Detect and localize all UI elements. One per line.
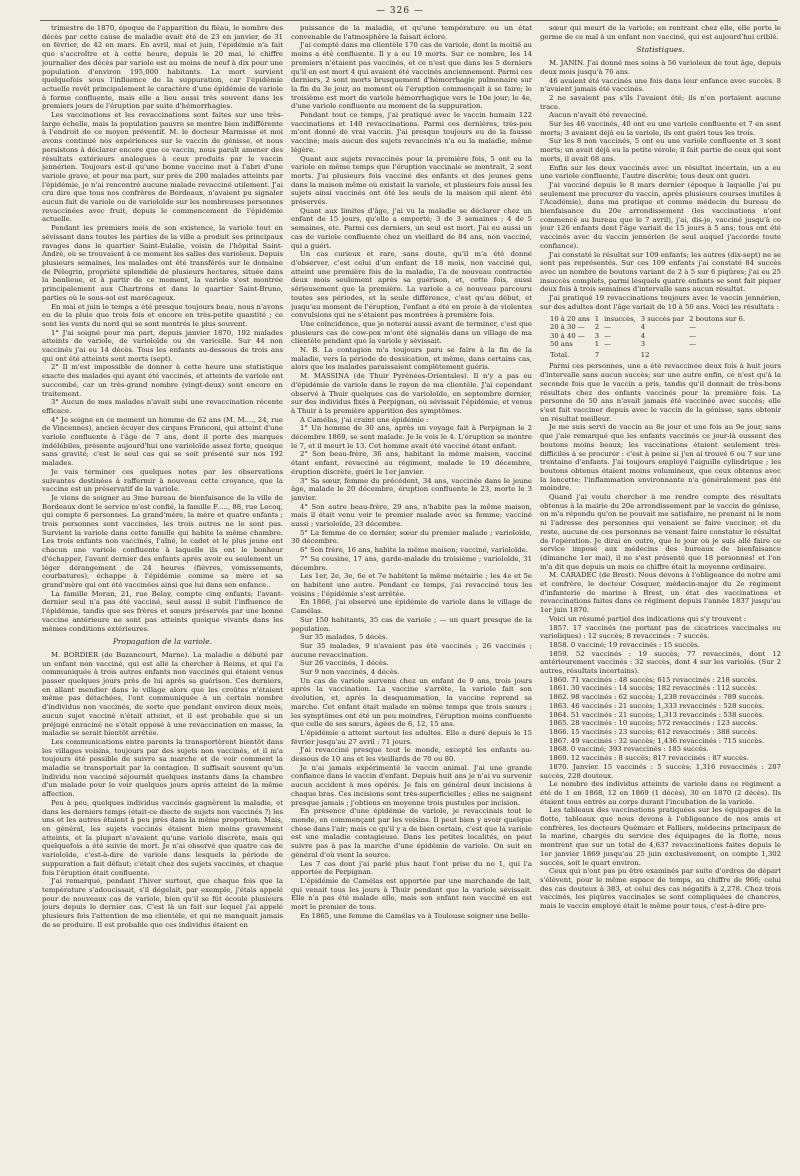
- table-cell: 4: [640, 323, 646, 332]
- paragraph: 2° Son beau-frère, 36 ans, habitant la même maison, vacciné étant enfant, revacciné au régiment, malade le 19 décembre, éruption discrète, guéri le 1er janvier.: [291, 450, 532, 476]
- paragraph: En présence d'une épidémie de variole, je revaccinais tout le monde, en commençant par les voisins. Il peut bien y avoir quelque chose dans l'air; mais ce qu'il y a de bien certain, c'est que la variole est une maladie contagieuse. Dans les petites localités, on peut suivre pas à pas la marche d'une épidémie de variole. On suit en général d'où vient la source.: [291, 807, 532, 859]
- table-total-row: [550, 349, 750, 360]
- paragraph: Peu à peu, quelques individus vaccinés gagnèrent la maladie, et dans les derniers temps (était-ce diecte de sujets non vaccinés ?) les uns et les autres étaient à peu près dans la même proportion. Mais, en général, les sujets vaccinés étaient bien moins gravement atteints, et la plupart n'avaient qu'une variole discrète, mais qui quelquefois a été suivie de mort. Je n'ai observé que quatre cas de varioloïde, c'est-à-dire de variole dans lesquels la période de suppuration a fait défaut; c'était chez des sujets vaccinés, et chaque fois l'éruption était confluente.: [42, 798, 283, 877]
- paragraph: Le nombre des individus atteints de variole dans ce régiment a été de 1 en 1868, 12 en 1869 (1 décès), 30 en 1870 (2 décès). Ils étaient tous entrés au corps durant l'incubation de la variole.: [540, 780, 781, 806]
- paragraph: 1863. 46 vaccinés : 21 succès; 1,333 revaccinés : 528 succès.: [549, 701, 765, 710]
- paragraph: 1860. 71 vaccinés : 48 succès; 615 revaccinés : 218 succès.: [549, 675, 758, 684]
- column-3-body: [540, 24, 781, 41]
- paragraph: Les tableaux des vaccinations pratiquées sur les équipages de la flotte, tableaux que nous devons à l'obligeance de nos amis et confrères, les docteurs Quémarc et Falliers, médecins principaux de la marine, chargés du service des équipages de la flotte, nous montrent que sur un total de 4,637 revaccinations faites depuis le 1er janvier 1869 jusqu'au 25 juin exclusivement, on compte 1,302 succès, soit le quart environ.: [540, 806, 781, 867]
- paragraph: Je n'ai jamais expérimenté le vaccin animal. J'ai une grande confiance dans le vaccin d'enfant. Depuis huit ans je n'ai vu survenir aucun accident à mes opérés. Je fais en général deux incisions à chaque bras. Ces incisions sont très-superficielles ; elles ne saignent presque jamais ; j'obtiens en moyenne trois pustules par incision.: [291, 763, 532, 807]
- paragraph: 1° J'ai soigné pour ma part, depuis janvier 1870, 192 malades atteints de variole, de varioloïde ou de varicelle. Sur 44 non vaccinés j'ai eu 14 décès. Tous les enfants au-dessous de trois ans qui ont été atteints sont morts (sept).: [42, 328, 283, 363]
- paragraph: trimestre de 1870, époque de l'apparition du fléau, le nombre des décès par cette cause de maladie avait été de 23 en janvier, de 31 en février, de 42 en mars. En avril, mai et juin, l'épidémie n'a fait que s'accroître et à cette heure, depuis le 20 mai, le chiffre journalier des décès par variole est au moins de neuf à dix pour une population d'environ 195,000 habitants. La mort survient quelquefois sous l'influence de la suppuration, car l'épidémie actuelle revêt principalement le caractère d'une épidémie de variole à forme confluente, mais elle a lieu aussi très souvent dans les premiers jours de l'éruption par suite d'hémorrhagies.: [42, 24, 283, 111]
- section-heading-statistiques: Statistiques.: [636, 45, 685, 55]
- paragraph: Je me suis servi de vaccin au 8e jour et une fois au 9e jour, sans que j'aie remarqué que les enfants vaccinés ce jour-là eussent des boutons moins beaux; les vaccinations étaient seulement très-difficiles à se procurer : c'est à peine si j'en ai trouvé 6 ou 7 sur une trentaine d'enfants. J'ai toujours employé l'aiguille cylindrique ; les boutons obtenus étaient moins volumineux, que ceux obtenus avec la lancette; l'inflammation environnante n'a généralement pas été moindre.: [540, 423, 781, 493]
- page-number: — 326 —: [376, 6, 424, 16]
- paragraph: Sur 9 non vaccinés, 4 décès.: [300, 668, 400, 677]
- paragraph: Les communications entre parents la transportèrent bientôt dans les villages voisins, toujours par des sujets non vaccinés, et il m'a toujours été possible de suivre sa marche et de voir comment la maladie se transportait par la contagion. Il suffisait souvent qu'un individu non vacciné séjournât quelques instants dans la chambre d'un malade pour le voir quelques jours après atteint de la même affection.: [42, 737, 283, 799]
- table-cell: 12: [640, 350, 650, 359]
- paragraph: 2° Il m'est impossible de donner à cette heure une statistique exacte des malades qui ayant été vaccinés, et atteints de variole ont succombé, car un très-grand nombre (vingt-deux) sont encore en traitement.: [42, 363, 283, 398]
- paragraph: 4° Je soigne en ce moment un homme de 62 ans (M. M...., 24, rue de Vincennes), ancien écuyer des cirques Franconi, qui atteint d'une variole confluente à l'âge de 7 ans, dont il porte des marques indélébiles, présente aujourd'hui une varioloïde assez forte, quoique sans gravité; c'est le seul cas qui se soit présenté sur nos 192 malades.: [42, 415, 283, 468]
- paragraph: Quand j'ai voulu chercher à me rendre compte des résultats obtenus à la mairie du 20e arrondissement par le vaccin de génisse, on m'a répondu qu'on ne pouvait me satisfaire, ne prenant ni le nom ni l'adresse des personnes qui venaient se faire vacciner, et du reste, aucune de ces personnes ne venant faire constater le résultat de l'opération. Je dirai en outre, que le jour où je suis allé faire ce service imposé aux médecins des bureaux de bienfaisance (dimanche 1er mai), il ne s'est présenté que 18 personnes! et l'on m'a dit que depuis un mois ce chiffre était la moyenne ordinaire.: [540, 493, 781, 571]
- paragraph: J'ai compté dans ma clientèle 170 cas de variole, dont la moitié au moins a été confluente. Il y a eu 19 morts. Sur ce nombre, les 14 premiers n'étaient pas vaccinés, et ce n'est que dans les 5 derniers qu'il en est mort 4 qui avaient été vaccinés anciennement. Parmi ces derniers, 2 sont morts brusquement d'hémorrhagie pulmonaire sur la fin du 3e jour, au moment où l'éruption commençait à se faire; le troisième est mort de variole hémorrhagique vers le 10e jour; le 4e, d'une variole confluente au moment de la suppuration.: [291, 41, 532, 111]
- table-cell: 3 succès par: [640, 314, 685, 323]
- paragraph: 1858. 0 vacciné; 19 revaccinés : 15 succès.: [549, 640, 700, 649]
- paragraph: Enfin sur les deux vaccinés avec un résultat incertain, un a eu une variole confluente, l'autre discrète; tous deux ont guéri.: [540, 163, 781, 181]
- table-cell: 7: [594, 350, 600, 359]
- column-1: [42, 24, 283, 1170]
- table-cell: [604, 349, 641, 360]
- paragraph: J'ai vacciné depuis le 8 mars dernier (époque à laquelle j'ai pu seulement me procurer du vaccin, après plusieurs courses inutiles à l'Académie), dans ma pratique et comme médecin du bureau de bienfaisance du 20e arrondissement (les vaccinations n'ont commencé au bureau que le 7 avril), j'ai, dis-je, vacciné jusqu'à ce jour 126 enfants dont l'âge variait de 15 jours à 5 ans; tous ont été vaccinés avec du vaccin jennérien (le seul auquel j'accorde toute confiance).: [540, 180, 781, 250]
- table-cell: 3: [594, 331, 600, 340]
- column-3-body-mid: [540, 59, 781, 311]
- paragraph: Sur 35 malades, 9 n'avaient pas été vaccinés ; 26 vaccinés ; aucune revaccination.: [291, 641, 532, 659]
- table-cell: [689, 349, 750, 360]
- table-row: [550, 332, 750, 341]
- table-cell: 50 ans: [550, 340, 573, 349]
- paragraph: En mai et juin le temps a été presque toujours beau, nous n'avons eu de la pluie que trois fois et encore en très-petite quantité ; ce sont les vents du nord qui se sont montrés le plus souvent.: [42, 302, 283, 328]
- paragraph: 1862. 98 vaccinés : 62 succès; 1,238 revaccinés : 789 succès.: [549, 693, 765, 702]
- paragraph: Ceux qui n'ont pas pu être examinés par suite d'ordres de départ s'élèvent, pour le même espace de temps, au chiffre de 966; celui des cas douteux à 383, et celui des cas négatifs à 2,278. Chez trois vaccinés, les piqûres vaccinales se sont compliquées de chancres, mais le vaccin employé était le même pour tous, c'est-à-dire pro-: [540, 867, 781, 911]
- paragraph: N. B. La contagion m'a toujours paru se faire à la fin de la maladie, vers la période de dessication, et même, dans certains cas, alors que les malades paraissaient complètement guéris.: [291, 346, 532, 372]
- table-cell: 2 boutons sur 6.: [689, 314, 745, 323]
- paragraph: M. CARADEC (de Brest). Nous devons à l'obligeance de notre ami et confrère, le docteur Cosquer, médecin-major du 2e régiment d'infanterie de marine à Brest, un état des vaccinations et revaccinations faites dans ce régiment depuis l'année 1837 jusqu'au 1er juin 1870.: [540, 571, 781, 615]
- paragraph: En 1865, une femme de Camélas va à Toulouse soigner une belle-: [300, 911, 530, 920]
- paragraph: Parmi ces personnes, une a été revaccinée deux fois à huit jours d'intervalle sans aucun succès; sur une autre enfin, ce n'est qu'à la seconde fois que le vaccin a pris, tandis qu'il donnait de très-bons résultats chez des enfants vaccinés pour la première fois. La personne de 50 ans n'avait jamais été vaccinée avec succès; elle s'est fait vacciner depuis avec le vaccin de la génisse, sans obtenir un résultat meilleur.: [540, 362, 781, 423]
- table-cell: —: [604, 340, 611, 349]
- paragraph: M. JANIN. J'ai donné mes soins à 56 varioleux de tout âge, depuis deux mois jusqu'à 76 ans.: [540, 59, 781, 76]
- paragraph: 1859. 52 vaccinés : 19 succès; 77 revaccinés, dont 12 antérieurement vaccinés : 32 succès, dont 4 sur les variolés. (Sur 2 autres, résultats incertains).: [540, 649, 781, 676]
- table-cell: Total.: [550, 350, 570, 359]
- paragraph: 2 ne savaient pas s'ils l'avaient été; ils n'en portaient aucune trace.: [540, 93, 781, 111]
- table-cell: 1: [594, 314, 600, 323]
- paragraph: J'ai pratiqué 19 revaccinations toujours avec le vaccin jennérien, sur des adultes dont l'âge variait de 10 à 50 ans. Voici les résultats :: [540, 294, 781, 311]
- paragraph: M. MASSINA (de Thuir Pyrénées-Orientales). Il n'y a pas eu d'épidémie de variole dans le rayon de ma clientèle. J'ai cependant observé à Thuir quelques cas de varioloïde, en septembre dernier, sur des individus fixés à Perpignan, où sévissait l'épidémie, et venus à Thuir à la première apparition des symptômes.: [291, 372, 532, 415]
- table-cell: 20 à 30 —: [550, 323, 585, 332]
- table-cell: —: [689, 331, 696, 340]
- paragraph: Sur les 8 non vaccinés, 5 ont eu une variole confluente et 3 sont morts; un avait déjà eu la petite vérole; il fait partie de ceux qui sont morts, il avait 68 ans.: [540, 137, 781, 163]
- paragraph: Je vais terminer ces quelques notes par les observations suivantes destinées à raffermir à nouveau cette croyance, que la vaccine est un préservatif de la variole.: [42, 467, 283, 494]
- paragraph: 1857. 17 vaccinés (ne portant pas de cicatrices vaccinales ou varioliques) : 12 succès; 8 revaccinés : 7 succès.: [540, 623, 781, 641]
- paragraph: 46 avaient été vaccinés une fois dans leur enfance avec succès. 8 n'avaient jamais été vaccinés.: [540, 76, 781, 94]
- paragraph: 1868. 0 vacciné; 393 revaccinés : 185 succès.: [549, 745, 709, 754]
- paragraph: La famille Moran, 21, rue Belay, compte cinq enfants; l'avant-dernier seul n'a pas été vacciné, seul aussi il subit l'influence de l'épidémie, tandis que ses frères et sœurs préservés par une bonne vaccine antérieure ne sont pas atteints quoique vivants dans les mêmes conditions extérieures.: [42, 589, 283, 633]
- paragraph: Je viens de soigner au 3me bureau de bienfaisance de la ville de Bordeaux dont le service m'est confié, la famille F....., 88, rue Lecoq, qui compte 6 personnes. La grand'mère, la mère et quatre enfants ; trois personnes sont vaccinées, les trois autres ne le sont pas. Survient la variole dans cette famille qui habite la même chambre. Les trois enfants non vaccinés, l'aîné, le cadet et le plus jeune ont chacun une variole confluente à laquelle ils ont le bonheur d'échapper, l'avant dernier des enfants après avoir eu seulement un léger dérangement de 24 heures (fièvres, vomissements, courbatures), échappe à l'épidémie comme sa mère et sa grand'mère qui ont été vaccinées ainsi que lui dans son enfance..: [42, 493, 283, 589]
- paragraph: Pendant les premiers mois de son existence, la variole tout en sévissant dans toutes les parties de la ville a produit ses principaux ravages dans le quartier Saint-Eulalie, voisin de l'hôpital Saint-André, où se trouvaient à ce moment les salles des varioleux. Depuis plusieurs semaines, les malades ont été transférés sur le domaine de Pélegrin, propriété splendide de plusieurs hectares, située dans la banlieue, et à partir de ce moment, la variole s'est montrée principalement aux Chartrons et dans le quartier Saint-Bruno, parties où le sous-sol est marécageux.: [42, 224, 283, 302]
- paragraph: 1870. Janvier. 15 vaccinés : 5 succès; 1,316 revaccinés : 287 succès, 228 douteux.: [540, 762, 781, 780]
- table-cell: 3: [640, 340, 646, 349]
- paragraph: Sur 150 habitants, 35 cas de variole ; — un quart presque de la population.: [291, 615, 532, 633]
- paragraph: Un cas de variole survenu chez un enfant de 9 ans, trois jours après la vaccination. La vaccine s'arrête, la variole fait son évolution, et, après la desquammation, la vaccine reprend sa marche. Cet enfant était malade en même temps que trois sœurs ; les symptômes ont été un peu moindres, l'éruption moins confluente que celle de ses sœurs, âgées de 6, 12, 15 ans.: [291, 676, 532, 729]
- table-cell: 30 à 40 —: [550, 331, 585, 340]
- paragraph: 1° Un homme de 30 ans, après un voyage fait à Perpignan le 2 décembre 1869, se sent malade. Je le vois le 4. L'éruption se montre le 7, et il meurt le 13. Cet homme avait été vacciné étant enfant.: [291, 424, 532, 450]
- table-cell: —: [604, 331, 611, 340]
- column-1-body-after: [42, 651, 283, 930]
- paragraph: Aucun n'avait été revacciné.: [549, 111, 649, 120]
- table-row: [550, 340, 750, 349]
- table-row: [550, 315, 750, 324]
- table-cell: 2: [594, 323, 600, 332]
- paragraph: 7° Sa cousine, 17 ans, garde-malade du troisième ; varioloïde, 31 décembre.: [291, 554, 532, 572]
- paragraph: 1869. 12 vaccinés : 8 succès; 817 revaccinés : 87 succès.: [549, 754, 749, 763]
- paragraph: 4° Son autre beau-frère, 29 ans, n'habite pas la même maison, mais il était venu voir le premier malade avec sa femme; vacciné aussi ; varioloïde, 23 décembre.: [291, 502, 532, 529]
- column-3: [540, 24, 781, 1170]
- paragraph: 6° Son frère, 16 ans, habite la même maison; vacciné, varioloïde.: [300, 546, 528, 555]
- paragraph: J'ai remarqué, pendant l'hiver surtout, que chaque fois que la température s'adoucissait, s'il dégelait, par exemple, j'étais appelé pour de nouveaux cas de variole, bien qu'il se fût écoulé plusieurs jours depuis le dernier cas. C'est là un fait sur lequel j'ai appelé plusieurs fois l'attention de ma clientèle, et qui ne manquait jamais de se produire. Il est probable que ces individus étaient en: [42, 877, 283, 929]
- paragraph: 1865. 28 vaccinés : 10 succès; 572 revaccinés : 123 succès.: [549, 719, 758, 728]
- paragraph: Sur 35 malades, 5 décès.: [300, 633, 388, 642]
- paragraph: Sur les 46 vaccinés, 40 ont eu une variole confluente et 7 en sont morts; 3 avaient déjà eu la variole, ils ont guéri tous les trois.: [540, 120, 781, 137]
- table-cell: —: [689, 340, 696, 349]
- section-heading-propagation: Propagation de la variole.: [112, 637, 213, 647]
- paragraph: Les 1er, 2e, 3e, 6e et 7e habitent la même métairie ; les 4e et 5e en habitent une autre. Pendant ce temps, j'ai revacciné tous les voisins ; l'épidémie s'est arrêtée.: [291, 572, 532, 598]
- table-cell: —: [604, 323, 611, 332]
- paragraph: Une coïncidence, que je noterai aussi avant de terminer, c'est que plusieurs cas de cow-pox m'ont été signalés dans un village de ma clientèle pendant que la variole y sévissait.: [291, 319, 532, 346]
- paragraph: Les 7 cas dont j'ai parlé plus haut l'ont prise du no 1, qui l'a apportée de Perpignan.: [291, 859, 532, 877]
- paragraph: sœur qui meurt de la variole; en rentrant chez elle, elle porte le germe de ce mal à un enfant non vacciné, qui est aujourd'hui criblé.: [540, 24, 781, 41]
- column-2: [291, 24, 532, 1170]
- column-2-body: [291, 24, 532, 920]
- table-row: [550, 323, 750, 332]
- paragraph: En 1866, j'ai observé une épidémie de variole dans le village de Camélas.: [291, 598, 532, 616]
- column-1-body: [42, 24, 283, 633]
- table-cell: insuccès,: [604, 314, 636, 323]
- paragraph: Pendant tout ce temps, j'ai pratiqué avec le vaccin humain 122 vaccinations et 140 revaccinations. Parmi ces dernières, très-peu m'ont donné de vrai vaccin. J'ai presque toujours eu de la fausse vaccine; mais aucun des sujets revaccinés n'a eu la maladie, même légère.: [291, 111, 532, 154]
- paragraph: M. BORDIER (de Bazancourt, Marne). La maladie a débuté par un enfant non vacciné, qui est allé la chercher à Reims, et qui l'a communiquée à trois autres enfants non vaccinés qui étaient venus passer quelques jours près de lui après sa guérison. Ces derniers, en allant mendier dans le village alors que les croûtes n'étaient même pas détachées, l'ont communiquée à un certain nombre d'individus non vaccinés, de sorte que pendant environ deux mois, aucun sujet vacciné n'était atteint, et il est probable que si un préjugé enraciné ne s'était opposé à une revaccination en masse, la maladie se serait bientôt arrêtée.: [42, 650, 283, 738]
- paragraph: 1866. 15 vaccinés : 23 succès; 612 revaccinés : 388 succès.: [549, 728, 758, 736]
- paragraph: puissance de la maladie, et qu'une température ou un état convenable de l'atmosphère la faisait éclore.: [291, 24, 532, 41]
- table-cell: 4: [640, 331, 646, 340]
- paragraph: 1867. 49 vaccinés : 32 succès; 1,436 revaccinés : 715 succès.: [549, 736, 765, 745]
- table-cell: —: [689, 323, 696, 332]
- paragraph: J'ai revacciné presque tout le monde, excepté les enfants au-dessous de 10 ans et les vieillards de 70 ou 80.: [291, 746, 532, 764]
- header-rule: [40, 20, 778, 21]
- table-cell: 10 à 20 ans: [550, 314, 590, 323]
- paragraph: Les vaccinations et les revaccinations sont faites sur une très-large échelle, mais la population pauvre se montre bien indifférente à l'endroit de ce moyen préventif. M. le docteur Marmisse et moi avons continué nos expériences sur le vaccin de génisse, et nous persistons à déclarer encore que ce vaccin, nous paraît amener des résultats extérieurs analogues à ceux produits par le vaccin jennérien. Toujours est-il qu'une bonne vaccine met à l'abri d'une variole grave, et pour ma part, sur près de 200 malades atteints par l'épidémie, je n'ai rencontré aucune malade revacciné utilement. J'ai cru dire que tous nos confrères de Bordeaux, n'avaient pu signaler aucun fait de variole ou de varioloïde sur les nombreuses personnes revaccinées avec fruit, depuis le commencement de l'épidémie actuelle.: [42, 111, 283, 224]
- table-cell: 1: [594, 340, 600, 349]
- paragraph: Sur 26 vaccinés, 1 décès.: [300, 659, 389, 668]
- paragraph: L'épidémie de Camélas est apportée par une marchande de lait, qui venait tous les jours à Thuir pendant que la variole sévissait. Elle n'a pas été malade elle, mais son enfant non vacciné en est mort le premier de tous.: [291, 876, 532, 912]
- paragraph: Quant aux sujets revaccinés pour la première fois, 5 ont eu la variole en même temps que l'éruption vaccinale se montrait, 2 sont morts. J'ai plusieurs fois vacciné des enfants et des jeunes gens dans la maison même où existait la variole, et plusieurs fois aussi les sujets ainsi vaccinés ont été les seuls de la maison qui aient été préservés.: [291, 154, 532, 207]
- paragraph: L'épidémie a atteint surtout les adultes. Elle a duré depuis le 15 février jusqu'au 27 avril : 71 jours.: [291, 728, 532, 746]
- paragraph: Quant aux limites d'âge, j'ai vu la maladie se déclarer chez un enfant de 15 jours, qu'elle a emporté; 3 de 3 semaines ; 4 de 5 semaines, etc. Parmi ces derniers, un seul est mort. J'ai eu aussi un cas de variole confluente chez un vieillard de 84 ans, non vacciné, qui a guéri.: [291, 206, 532, 250]
- paragraph: 5° La femme de ce dernier, sœur du premier malade ; varioloïde, 30 décembre.: [291, 528, 532, 546]
- paragraph: 1864. 51 vaccinés : 21 succès; 1,313 revaccinés : 538 succès.: [549, 710, 765, 719]
- column-3-body-after: [540, 362, 781, 910]
- revaccination-table: [550, 315, 750, 360]
- paragraph: Un cas curieux et rare, sans doute, qu'il m'a été donné d'observer, c'est celui d'un enfant de 18 mois, non vacciné qui, atteint une première fois de la maladie, l'a de nouveau contractée deux mois seulement après sa guérison, et, cette fois, aussi sérieusement que la première. La variole a ce nouveau parcouru toutes ses périodes, et la seule différence, c'est qu'au début, et jusqu'au moment de l'éruption, l'enfant a été en proie à de violentes convulsions qui ne s'étaient pas montrées à première fois.: [291, 250, 532, 320]
- paragraph: J'ai constaté le résultat sur 109 enfants; les autres (dix-sept) ne se sont pas représentés. Sur ces 109 enfants j'ai constaté 84 succès avec un nombre de boutons variant de 2 à 5 sur 6 piqûres; j'ai eu 25 insuccès complets, parmi lesquels quatre enfants se sont fait piquer deux fois à trois semaines d'intervalle sans aucun résultat.: [540, 250, 781, 294]
- paragraph: A Camélas, j'ai craint une épidémie :: [300, 415, 429, 424]
- paragraph: 3° Sa sœur, femme du précédent, 34 ans, vaccinée dans le jeune âge, malade le 20 décembre, éruption confluente le 23, morte le 3 janvier.: [291, 476, 532, 502]
- paragraph: 3° Aucun de mes malades n'avait subi une revaccination récente efficace.: [42, 398, 283, 415]
- paragraph: 1861. 30 vaccinés : 14 succès; 182 revaccinés : 112 succès.: [549, 684, 758, 693]
- paragraph: Voici un résumé partiel des indications qui s'y trouvent :: [549, 614, 747, 623]
